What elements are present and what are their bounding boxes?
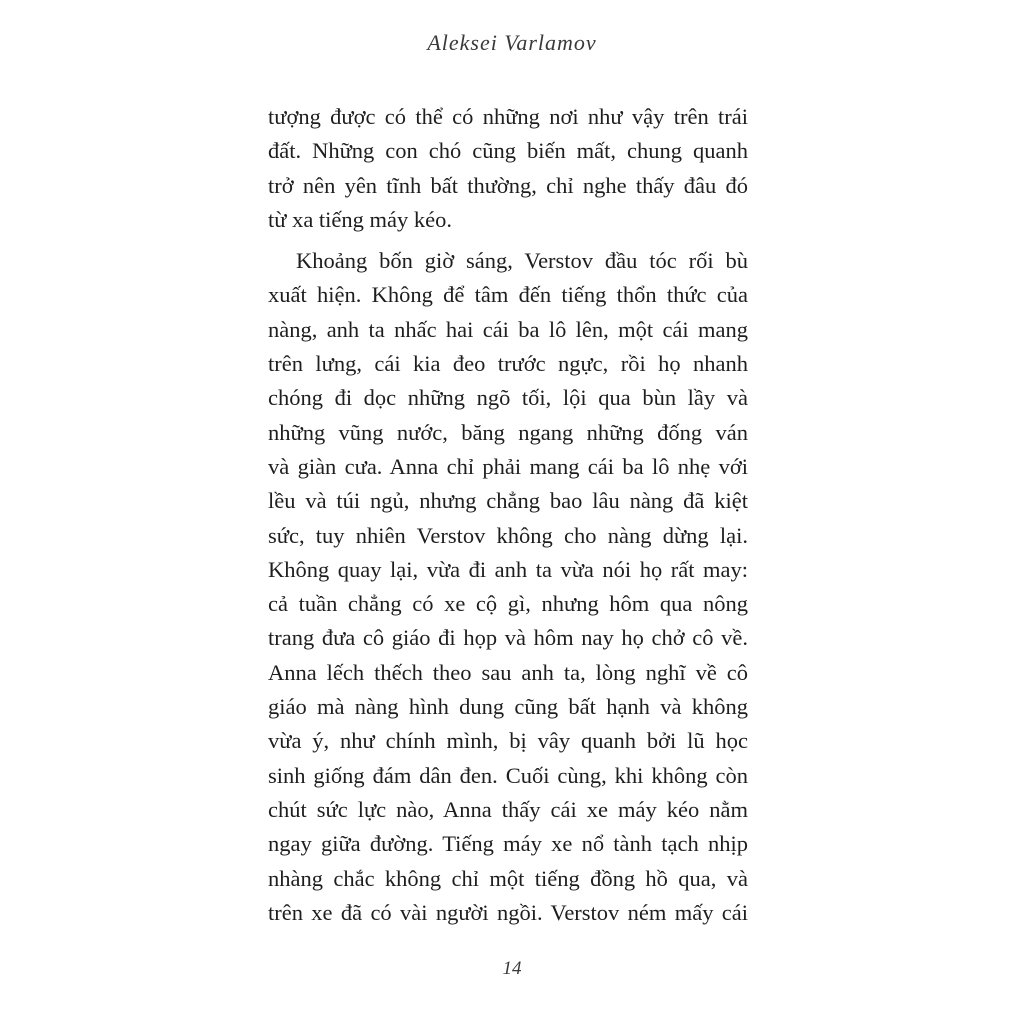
text-line: trên xe đã có vài người ngồi. Verstov ném mấy cái xyxy=(268,899,748,925)
text-line: Khoảng bốn giờ sáng, Verstov đầu tóc rối bù xyxy=(296,248,748,274)
text-line: chút sức lực nào, Anna thấy cái xe máy kéo nằm xyxy=(268,796,748,822)
text-line: giáo mà nàng hình dung cũng bất hạnh và không xyxy=(268,694,748,720)
running-header-author: Aleksei Varlamov xyxy=(427,30,597,55)
text-line: trang đưa cô giáo đi họp và hôm nay họ chở cô về. xyxy=(268,625,748,651)
body-text xyxy=(268,100,748,930)
text-line: sinh giống đám dân đen. Cuối cùng, khi không còn xyxy=(268,762,748,788)
text-line: đất. Những con chó cũng biến mất, chung quanh xyxy=(268,138,748,164)
paragraph-2 xyxy=(268,244,748,930)
text-line: ngay giữa đường. Tiếng máy xe nổ tành tạch nhịp xyxy=(268,831,748,857)
text-line: lều và túi ngủ, nhưng chẳng bao lâu nàng đã kiệt xyxy=(268,488,748,514)
text-line: và giàn cưa. Anna chỉ phải mang cái ba lô nhẹ với xyxy=(268,453,748,479)
text-line: trên lưng, cái kia đeo trước ngực, rồi họ nhanh xyxy=(268,351,748,377)
text-line: trở nên yên tĩnh bất thường, chỉ nghe thấy đâu đó xyxy=(268,172,748,198)
paragraph-gap xyxy=(268,237,748,244)
text-line: chóng đi dọc những ngõ tối, lội qua bùn lầy và xyxy=(268,385,748,411)
paragraph-1 xyxy=(268,100,748,237)
page-number: 14 xyxy=(502,958,522,979)
text-line: từ xa tiếng máy kéo. xyxy=(268,206,453,232)
text-line: cả tuần chẳng có xe cộ gì, nhưng hôm qua nông xyxy=(268,591,748,617)
text-line: xuất hiện. Không để tâm đến tiếng thổn thức của xyxy=(268,282,748,308)
text-line: những vũng nước, băng ngang những đống ván xyxy=(268,419,748,445)
text-line: sức, tuy nhiên Verstov không cho nàng dừng lại. xyxy=(268,522,748,548)
text-line: Không quay lại, vừa đi anh ta vừa nói họ rất may: xyxy=(268,556,748,582)
text-line: nàng, anh ta nhấc hai cái ba lô lên, một cái mang xyxy=(268,316,748,342)
text-line: tượng được có thể có những nơi như vậy trên trái xyxy=(268,104,748,129)
text-line: vừa ý, như chính mình, bị vây quanh bởi lũ học xyxy=(268,728,748,754)
text-line: nhàng chắc không chỉ một tiếng đồng hồ qua, và xyxy=(268,865,748,891)
text-line: Anna lếch thếch theo sau anh ta, lòng nghĩ về cô xyxy=(268,659,748,685)
